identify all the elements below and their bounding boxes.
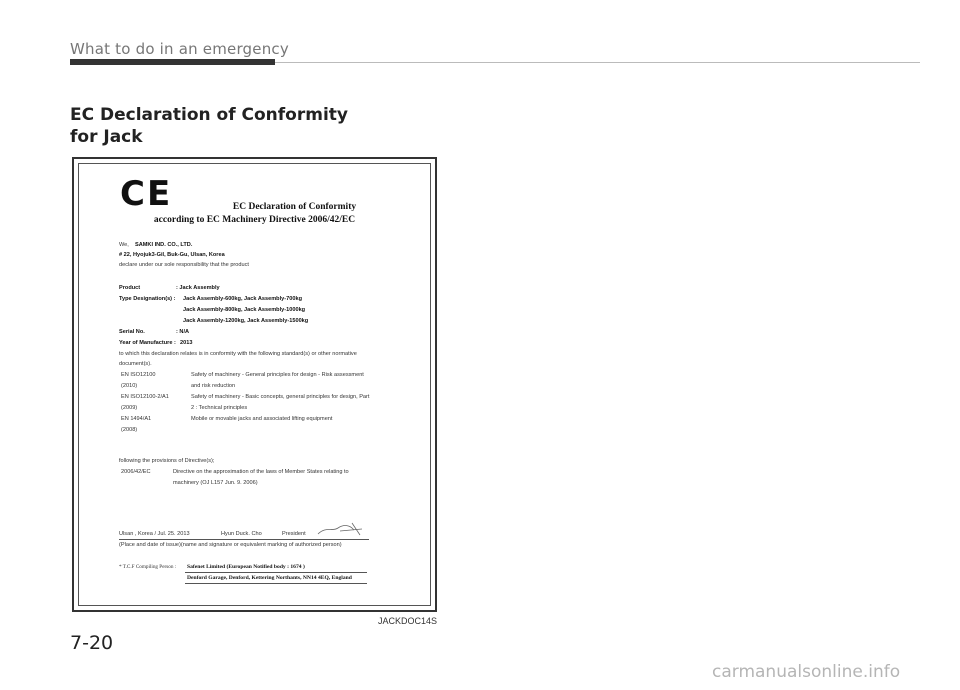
year-value: 2013 xyxy=(180,340,193,346)
standard-year: (2010) xyxy=(121,383,138,389)
watermark: carmanualsonline.info xyxy=(712,662,901,682)
conformity-statement: to which this declaration relates is in conformity with the following standard(s) or other normative xyxy=(119,351,357,357)
standard-desc: 2 : Technical principles xyxy=(191,405,248,411)
page-number: 7-20 xyxy=(70,632,114,654)
signature-image xyxy=(316,521,366,537)
tcf-rule xyxy=(185,583,367,584)
header-divider xyxy=(275,62,920,63)
signature-rule xyxy=(119,539,369,540)
page-title-line1: EC Declaration of Conformity xyxy=(70,105,348,125)
type-value: Jack Assembly-800kg, Jack Assembly-1000kg xyxy=(183,307,306,313)
declaration-image xyxy=(72,157,437,612)
doc-subtitle: according to EC Machinery Directive 2006/42/EC xyxy=(153,215,356,225)
header-bar xyxy=(70,59,275,65)
type-value: Jack Assembly-600kg, Jack Assembly-700kg xyxy=(183,296,302,302)
standard-code: EN 1494/A1 xyxy=(121,416,152,422)
tcf-rule xyxy=(185,572,367,573)
product-label: Product xyxy=(119,285,141,291)
place-caption: (Place and date of issue)(name and signature or equivalent marking of authorized person) xyxy=(119,542,342,548)
standard-code: EN ISO12100 xyxy=(121,372,156,378)
standard-desc: and risk reduction xyxy=(191,383,236,389)
conformity-statement-cont: document(s). xyxy=(119,361,152,367)
declaration-page xyxy=(78,163,431,606)
tcf-label: * T.C.F Compiling Person : xyxy=(119,564,177,570)
serial-value: : N/A xyxy=(176,329,190,335)
we-label: We, xyxy=(119,242,129,248)
type-value: Jack Assembly-1200kg, Jack Assembly-1500kg xyxy=(183,318,309,324)
standard-desc: Safety of machinery - General principles for design - Risk assessment xyxy=(191,372,364,378)
standard-desc: Mobile or movable jacks and associated lifting equipment xyxy=(191,416,333,422)
directive-desc: machinery (OJ L157 Jun. 9. 2006) xyxy=(173,480,258,486)
standard-year: (2009) xyxy=(121,405,138,411)
signer-position: President xyxy=(282,531,306,537)
standard-code: EN ISO12100-2/A1 xyxy=(121,394,169,400)
product-value: : Jack Assembly xyxy=(176,285,220,291)
serial-label: Serial No. xyxy=(119,329,145,335)
standard-desc: Safety of machinery - Basic concepts, general principles for design, Part xyxy=(191,394,370,400)
year-label: Year of Manufacture : xyxy=(119,340,176,346)
company-address: # 22, Hyojuk3-Gil, Buk-Gu, Ulsan, Korea xyxy=(119,252,225,258)
image-caption: JACKDOC14S xyxy=(378,616,438,626)
tcf-address: Denford Garage, Denford, Kettering Northants, NN14 4EQ, England xyxy=(187,575,352,581)
directive-desc: Directive on the approximation of the laws of Member States relating to xyxy=(173,469,349,475)
doc-title: EC Declaration of Conformity xyxy=(232,202,357,212)
directive-code: 2006/42/EC xyxy=(121,469,151,475)
company-name: SAMKI IND. CO., LTD. xyxy=(135,242,193,248)
place-date: Ulsan , Korea / Jul. 25. 2013 xyxy=(119,531,190,537)
directive-intro: following the provisions of Directive(s); xyxy=(119,458,215,464)
ce-mark-logo: CE xyxy=(120,174,173,214)
page-title xyxy=(70,104,390,148)
declaration-statement: declare under our sole responsibility that the product xyxy=(119,262,249,268)
tcf-name: Safenet Limited (European Notified body : 1674 ) xyxy=(187,564,305,570)
page-title-line2: for Jack xyxy=(70,127,143,147)
signer-name: Hyun Duck. Cho xyxy=(221,531,262,537)
type-label: Type Designation(s) : xyxy=(119,296,176,302)
section-header: What to do in an emergency xyxy=(70,40,289,58)
standard-year: (2008) xyxy=(121,427,138,433)
